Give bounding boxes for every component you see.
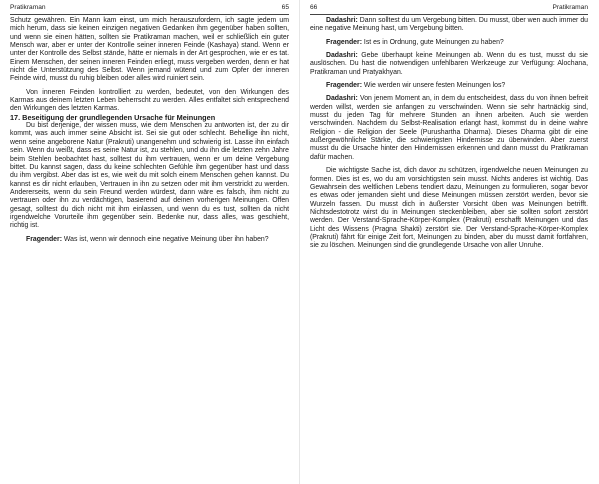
paragraph: Von inneren Feinden kontrolliert zu werden, bedeutet, von den Wirkungen des Karmas aus deinem letzten Leben beherrscht zu werden. Alles entfaltet sich entsprechend den Wirkungen des letzten Karmas. <box>10 88 289 113</box>
answer-text: Gebe überhaupt keine Meinungen ab. Wenn du es tust, musst du sie auslöschen. Du hast die notwendigen unfehlbaren Werkzeuge zur Verfügung: Alochana, Pratikraman und Pratyakhyan. <box>310 52 588 76</box>
paragraph: Die wichtigste Sache ist, dich davor zu schützen, irgendwelche neuen Meinungen zu formen. Dies ist es, wo du am vorsichtigsten sein musst. Nichts anderes ist wichtig. Das Gewahrsein des weltlichen Lebens tendiert dazu, Meinungen zu formulieren, sogar bevor es etwas oder jemanden sieht und diese Meinungen müssen zerstört werden, bevor sie Wurzeln fassen. Du musst dich in äußerster Vorsicht üben was Meinungen betrifft. Nichtsdestotrotz wirst du in Meinungen steckenbleiben, aber sie sollten sofort zerstört werden. Der Verstand-Sprache-Körper-Komplex (Prakruti) erschafft Meinungen und das Licht des Wissens (Pragna Shakti) zerstört sie. Der Verstand-Sprache-Körper-Komplex (Prakruti) fährt für einige Zeit fort, Meinungen zu binden, aber du musst damit fortfahren, sie zu löschen. Meinungen sind die grundlegende Ursache von aller Unruhe. <box>310 167 588 250</box>
left-page <box>0 0 299 484</box>
speaker-label: Dadashri: <box>326 95 358 103</box>
header-rule <box>10 14 289 15</box>
paragraph: Du bist derjenige, der wissen muss, wie dem Menschen zu antworten ist, der zu dir kommt, was auch immer seine Absicht ist. Sei sie gut oder schlecht. Behellige ihn nicht, wenn seine angeborene Natur (Prakruti) unangenehm und schwierig ist. Lasse ihn einfach sein. Wenn du weißt, dass es seine Natur ist, zu stehlen, und du ihn die letzten zehn Jahre beim Stehlen beobachtet hast, solltest du ihm vertrauen, wenn er um deine Vergebung bittet. Du kannst sagen, dass du keine schlechten Gefühle ihm gegenüber hast und dass du ihm vergibst. Aber das ist es, wie weit du mit solch einem Menschen gehen kannst. Du kannst es dir nicht erlauben, Vertrauen in ihn zu setzen oder mit ihm verstrickt zu werden. Andererseits, wenn du sein Freund werden würdest, dann wäre es falsch, ihm nicht zu vertrauen oder ihn zu verdächtigen, basierend auf deinen vorherigen Meinungen. Offen gesagt, solltest du dich nicht mit ihm einlassen, und wenn du es tust, sollten da nicht irgendwelche Vorurteile ihm gegenüber sein. Bedenke nur, dass alles, was geschieht, richtig ist. <box>10 122 289 230</box>
speaker-label: Fragender: <box>326 38 362 46</box>
speaker-label: Fragender: <box>26 235 62 243</box>
question-text: Wie werden wir unsere festen Meinungen los? <box>362 82 506 90</box>
right-page-body <box>310 17 588 251</box>
right-page-header <box>310 4 588 12</box>
paragraph: Schutz gewähren. Ein Mann kam einst, um mich herauszufordern, ich sagte jedem um mich herum, dass sie keinen einzigen negativen Gedanken ihm gegenüber haben sollten, und wenn sie einen hätten, sollten sie Pratikraman machen, weil er schließlich ein guter Mensch war, aber er unter der Kontrolle seiner inneren Feinde (Kashaya) stand. Wenn er unter der Kontrolle des Selbst stände, hätte er niemals in der Art gesprochen, wie er es tat. Einem Menschen, der seinen inneren Feinden erliegt, muss vergeben werden, denn er hat nicht die Unterstützung des Selbst. Wenn jemand wütend und zum Opfer der inneren Feinde wird, musst du ruhig bleiben oder alles wird ruiniert sein. <box>10 17 289 83</box>
page-number: 66 <box>310 4 318 11</box>
speaker-label: Fragender: <box>326 82 362 90</box>
left-page-body <box>10 17 289 244</box>
question-text: Ist es in Ordnung, gute Meinungen zu haben? <box>362 38 504 46</box>
speaker-label: Dadashri: <box>326 17 358 24</box>
question-text: Was ist, wenn wir dennoch eine negative Meinung über ihn haben? <box>62 235 269 243</box>
question-paragraph <box>310 82 588 90</box>
right-page <box>300 0 599 484</box>
question-paragraph <box>10 236 289 244</box>
answer-paragraph <box>310 17 588 34</box>
answer-paragraph <box>310 52 588 77</box>
answer-text: Von jenem Moment an, in dem du entscheidest, dass du von ihnen befreit werden willst, werden sie anfangen zu verschwinden. Wenn sie sehr hartnäckig sind, musst du jeden Tag für mehrere Stunden an ihnen arbeiten. Auch sie werden verschwinden. Nachdem du Selbst-Realisation erlangt hast, kommst du in deine wahre Religion - die Religion der Seele (Purushartha Dharma). Dieses Dharma gibt dir eine außergewöhnliche Stärke, die schwierigsten Hindernisse zu überwinden. Aber zuerst musst du die Ursache hinter den Hindernissen erkennen und dann musst du Pratikraman dafür machen. <box>310 95 588 161</box>
question-paragraph <box>310 39 588 47</box>
answer-paragraph <box>310 95 588 162</box>
answer-text: Dann solltest du um Vergebung bitten. Du musst, über wen auch immer du eine negative Meinung hast, um Vergebung bitten. <box>310 17 588 33</box>
page-number: 65 <box>281 4 289 11</box>
running-title: Pratikraman <box>10 4 46 11</box>
speaker-label: Dadashri: <box>326 52 358 60</box>
left-page-header <box>10 4 289 12</box>
section-heading: 17. Beseitigung der grundlegenden Ursache für Meinungen <box>10 112 216 122</box>
header-rule <box>310 14 588 15</box>
running-title: Pratikraman <box>552 4 588 11</box>
